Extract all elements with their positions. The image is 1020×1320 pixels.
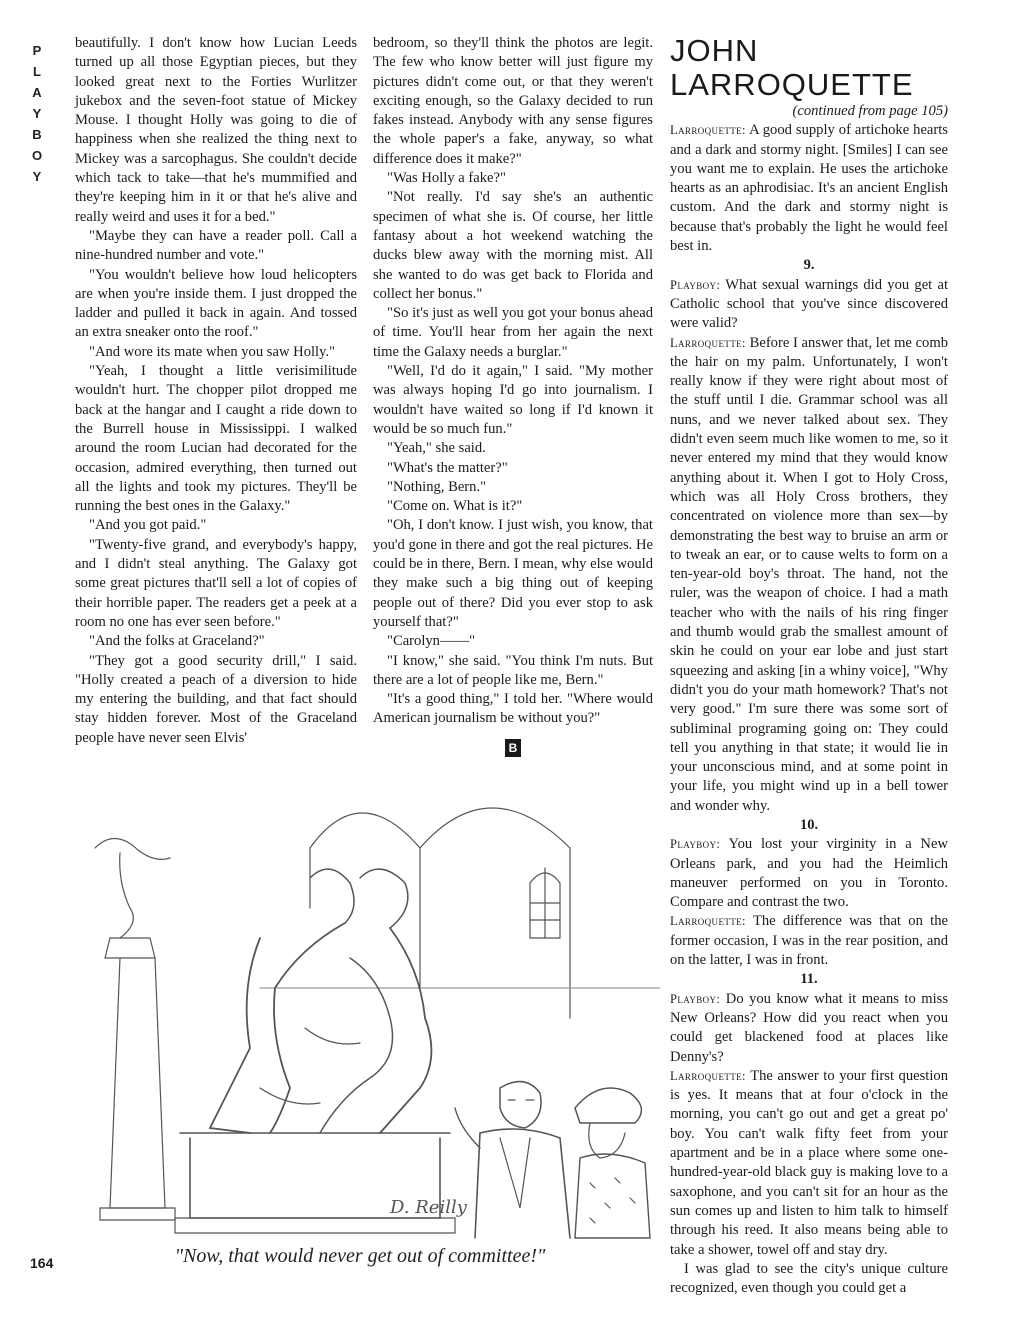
cartoon-caption: "Now, that would never get out of committee!" bbox=[174, 1245, 546, 1267]
story-paragraph: "Yeah, I thought a little verisimilitude wouldn't hurt. The chopper pilot dropped me back at the hangar and I caught a ride down to the Burrell house in Mississippi. I walked around the room Lucian had decorated for the occasion, admired everything, then turned out all the lights and took my pictures. They'll be running the best ones in the Galaxy." bbox=[75, 363, 357, 515]
cartoon-illustration bbox=[60, 788, 660, 1240]
story-paragraph: "They got a good security drill," I said. "Holly created a peach of a diversion to hide my entering the building, and that fact should stay hidden forever. Most of the Graceland people have never seen Elvis' bbox=[75, 652, 357, 746]
interview-paragraph bbox=[670, 1260, 948, 1299]
speaker-label: Larroquette: bbox=[670, 914, 746, 929]
spine-letter: B bbox=[32, 127, 42, 142]
story-paragraph: "Not really. I'd say she's an authentic specimen of what she is. Of course, her little fantasy about a hot weekend watching the ducks blew away with the morning mist. All she wanted to do was get back to Florida and collect her bonus." bbox=[373, 189, 653, 302]
interview-paragraph bbox=[670, 276, 948, 334]
interview-paragraph bbox=[670, 990, 948, 1067]
story-paragraph: "You wouldn't believe how loud helicopters are when you're inside them. I just dropped the ladder and pulled it back in again. And tossed an extra sneaker onto the roof." bbox=[75, 266, 357, 341]
story-paragraph: bedroom, so they'll think the photos are legit. The few who know better will just figure my pictures didn't come out, or that they weren't exciting enough, so the Galaxy decided to run fakes instead. Anybody with any sense figures the whole paper's a fake, anyway, so what difference does it make?" bbox=[373, 35, 653, 167]
magazine-spine-label bbox=[26, 40, 48, 187]
story-paragraph: "I know," she said. "You think I'm nuts. But there are a lot of people like me, Bern." bbox=[373, 652, 653, 688]
spine-letter: P bbox=[32, 43, 42, 58]
interview-text: Before I answer that, let me comb the hair on my palm. Unfortunately, I won't really know if they were right about most of the stuff until I die. Grammar school was all nuns, and we never talked about sex. They didn't even seem much like women to me, so it never entered my mind that they would know anything about it. When I got to Holy Cross, which was all Holy Cross brothers, they concentrated on violence more than sex—by demonstrating the best way to bruise an arm or to tweak an ear, or to cause welts to form on a ten-year-old boy's throat. The hand, not the ruler, was the weapon of choice. I had a math teacher who with the nails of his ring finger and thumb would grab the smallest amount of skin he could on your ear lobe and just start squeezing and asking [in a whiny voice], "Why didn't you do your math homework? That's not very good." I'm sure there was some sort of subliminal programing going on: They could tell you anything in that state; it would lie in your unconscious mind, and at some point in your life, you might wind up in a bell tower and wonder why. bbox=[670, 334, 949, 814]
end-mark-icon: B bbox=[505, 739, 521, 757]
spine-letter: L bbox=[33, 64, 41, 79]
cartoon-signature: D. Reilly bbox=[390, 1197, 467, 1218]
story-paragraph: "Well, I'd do it again," I said. "My mother was always hoping I'd go into journalism. I wouldn't have waited so long if I'd known it would be so much fun." bbox=[373, 363, 653, 437]
story-paragraph: "Nothing, Bern." bbox=[387, 478, 487, 495]
interview-paragraph bbox=[670, 121, 948, 256]
question-number: 11. bbox=[800, 971, 818, 988]
interview-paragraph bbox=[670, 912, 948, 970]
story-paragraph: "And the folks at Graceland?" bbox=[89, 633, 265, 650]
story-column-1 bbox=[75, 34, 357, 748]
interview-text: The answer to your first question is yes. It means that at four o'clock in the morning, you can't go out and get a great po' boy. You can't walk fifty feet from your apartment and be in a place where some one-hundred-year-old black guy is making love to a saxophone, and you can't sit for an hour as the sun comes up and listen to him talk to himself through his reed. It also means being able to take a shower, towel off and stay dry. bbox=[670, 1067, 948, 1258]
interview-body bbox=[670, 121, 948, 1298]
interview-column bbox=[670, 34, 948, 1298]
interview-text: The difference was that on the former occasion, I was in the rear position, and on the latter, I was in front. bbox=[670, 913, 949, 969]
interview-text: A good supply of artichoke hearts and a dark and stormy night. [Smiles] I can see you want me to explain. He uses the artichoke hearts as an aphrodisiac. It's an ancient English custom. And the dark and stormy night is because that's probably the light he would feel best in. bbox=[670, 122, 948, 255]
interview-text: You lost your virginity in a New Orleans park, and you had the Heimlich maneuver performed on you in Toronto. Compare and contrast the two. bbox=[670, 836, 948, 911]
speaker-label: Larroquette: bbox=[670, 1068, 746, 1083]
question-number: 10. bbox=[799, 816, 819, 833]
interview-text: Do you know what it means to miss New Orleans? How did you react when you could get blackened food at places like Denny's? bbox=[670, 990, 948, 1065]
story-paragraph: "And wore its mate when you saw Holly." bbox=[89, 343, 336, 360]
spine-letter: A bbox=[32, 85, 42, 100]
spine-letter: Y bbox=[32, 106, 42, 121]
story-paragraph: "It's a good thing," I told her. "Where would American journalism be without you?" bbox=[373, 691, 653, 727]
story-paragraph: "What's the matter?" bbox=[387, 459, 508, 476]
story-paragraph: "Was Holly a fake?" bbox=[387, 170, 506, 187]
question-number: 9. bbox=[803, 257, 815, 274]
story-paragraph: "Maybe they can have a reader poll. Call a nine-hundred number and vote." bbox=[75, 227, 357, 264]
story-paragraph: "Twenty-five grand, and everybody's happy, and I didn't steal anything. The Galaxy got some great pictures that'll sell a lot of copies of their horrible paper. The readers get a peek at a room no one has ever seen before." bbox=[75, 536, 357, 630]
speaker-label: Larroquette: bbox=[670, 335, 746, 350]
speaker-label: Playboy: bbox=[670, 991, 721, 1006]
spine-letter: Y bbox=[32, 169, 42, 184]
interview-text: I was glad to see the city's unique culture recognized, even though you could get a bbox=[670, 1260, 948, 1297]
story-paragraph: "Come on. What is it?" bbox=[387, 498, 523, 515]
spine-letter: O bbox=[31, 148, 43, 163]
story-paragraph: "Carolyn——" bbox=[387, 633, 476, 650]
interview-paragraph bbox=[670, 835, 948, 912]
interview-header: JOHN LARROQUETTE bbox=[670, 33, 914, 102]
story-paragraph: "Yeah," she said. bbox=[387, 440, 486, 457]
story-paragraph: "And you got paid." bbox=[89, 517, 207, 534]
speaker-label: Playboy: bbox=[670, 837, 721, 852]
interview-paragraph bbox=[670, 334, 948, 816]
story-paragraph: "So it's just as well you got your bonus ahead of time. You'll hear from her again the next time the Galaxy needs a burglar." bbox=[373, 305, 653, 360]
page-number: 164 bbox=[30, 1255, 54, 1271]
speaker-label: Larroquette: bbox=[670, 123, 746, 138]
interview-paragraph bbox=[670, 1067, 948, 1260]
story-paragraph: "Oh, I don't know. I just wish, you know, that you'd gone in there and got the real pictures. He could be in there, Bern. I mean, why else would they make such a big thing out of keeping people out of there? Did you ever stop to ask yourself that?" bbox=[373, 517, 653, 630]
story-column-2 bbox=[373, 34, 653, 757]
continued-note: (continued from page 105) bbox=[792, 103, 948, 119]
interview-text: What sexual warnings did you get at Catholic school that you've since discovered were valid? bbox=[670, 276, 948, 332]
speaker-label: Playboy: bbox=[670, 277, 721, 292]
story-paragraph: beautifully. I don't know how Lucian Leeds turned up all those Egyptian pieces, but they looked great next to the Forties Wurlitzer jukebox and the seven-foot statue of Mickey Mouse. I thought Holly was going to die of happiness when she realized the thing next to Mickey was a sarcophagus. She couldn't decide which tack to take—that he's mummified and they're keeping him in it or that he's alive and really weird and uses it for a bed." bbox=[75, 35, 357, 225]
